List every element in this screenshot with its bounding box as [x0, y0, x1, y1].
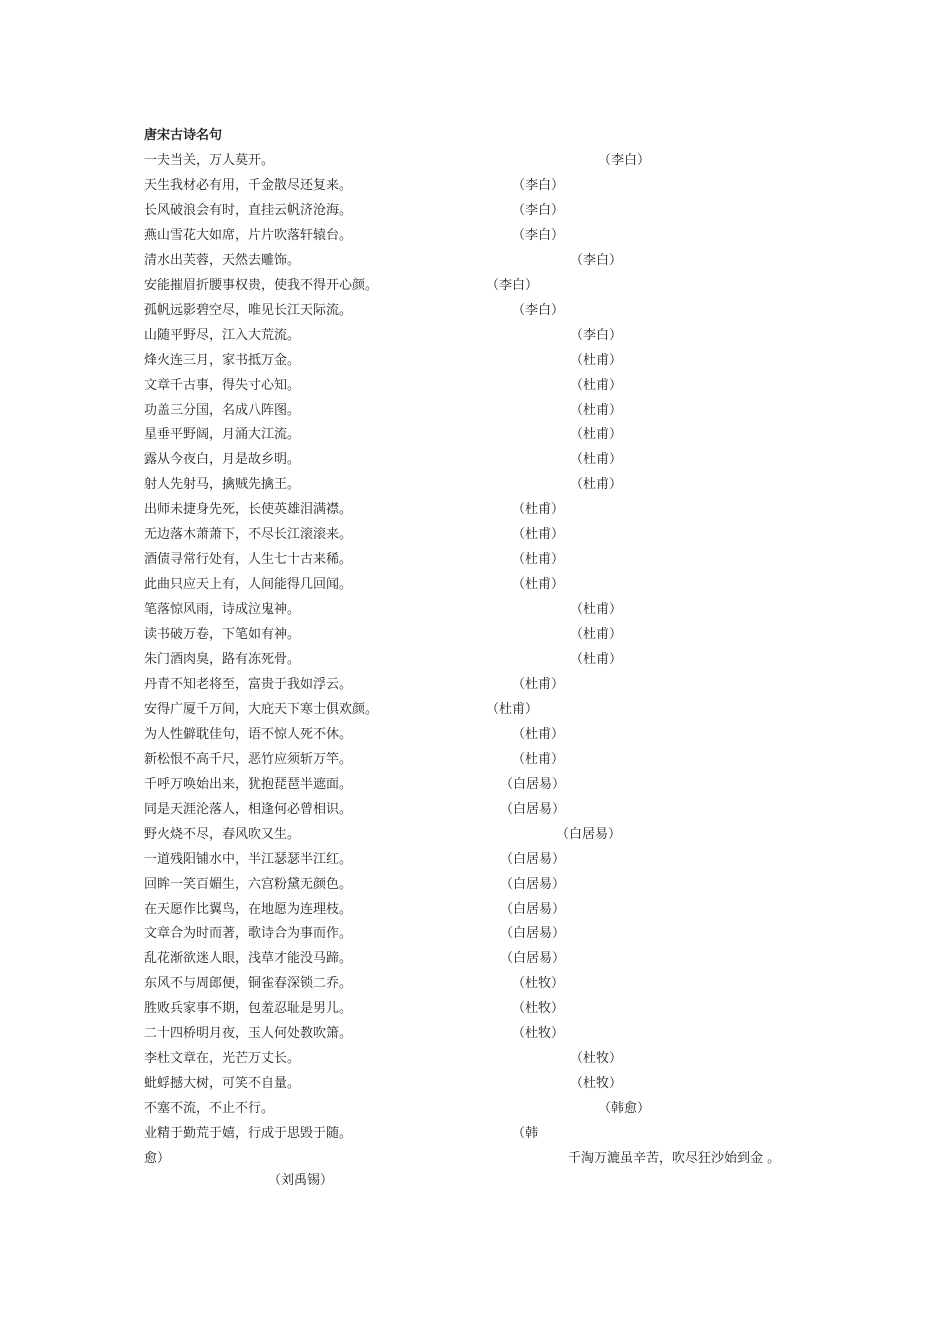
author-label: （韩 [512, 1126, 539, 1141]
poem-line [0, 726, 950, 751]
verse-text: 文章千古事，得失寸心知。 [144, 378, 301, 393]
poem-line [0, 402, 950, 427]
poem-line [0, 601, 950, 626]
verse-text: 安能摧眉折腰事权贵，使我不得开心颜。 [144, 278, 379, 293]
verse-text: 同是天涯沦落人，相逢何必曾相识。 [144, 802, 353, 817]
poem-line [0, 950, 950, 975]
verse-text: 丹青不知老将至，富贵于我如浮云。 [144, 677, 353, 692]
poem-line [0, 701, 950, 726]
verse-text: 孤帆远影碧空尽，唯见长江天际流。 [144, 303, 353, 318]
verse-text: 朱门酒肉臭，路有冻死骨。 [144, 652, 301, 667]
author-label: （李白） [512, 228, 565, 243]
verse-text: 千淘万漉虽辛苦，吹尽狂沙始到金 。 [568, 1151, 781, 1166]
verse-text: 清水出芙蓉，天然去雕饰。 [144, 253, 301, 268]
author-label: （白居易） [500, 951, 566, 966]
poem-line [0, 626, 950, 651]
poem-line [0, 676, 950, 701]
verse-text: 露从今夜白，月是故乡明。 [144, 452, 301, 467]
poem-line [0, 901, 950, 926]
verse-text: 为人性僻耽佳句，语不惊人死不休。 [144, 727, 353, 742]
verse-text: 烽火连三月，家书抵万金。 [144, 353, 301, 368]
verse-text: 蚍蜉撼大树，可笑不自量。 [144, 1076, 301, 1091]
author-label: （李白） [570, 328, 623, 343]
poem-line [0, 551, 950, 576]
poem-line [0, 277, 950, 302]
verse-text: 不塞不流，不止不行。 [144, 1101, 275, 1116]
poem-line [0, 1100, 950, 1125]
verse-text: 无边落木萧萧下，不尽长江滚滚来。 [144, 527, 353, 542]
poem-line [0, 152, 950, 177]
author-label: （李白） [512, 203, 565, 218]
author-label: （李白） [570, 253, 623, 268]
verse-text: 回眸一笑百媚生，六宫粉黛无颜色。 [144, 877, 353, 892]
author-label: （杜牧） [570, 1076, 623, 1091]
author-label: （杜甫） [570, 452, 623, 467]
author-label: （杜甫） [512, 577, 565, 592]
poem-line [0, 651, 950, 676]
author-label: （杜甫） [570, 403, 623, 418]
author-label: （杜甫） [570, 353, 623, 368]
author-label: （白居易） [500, 802, 566, 817]
verse-text: 射人先射马，擒贼先擒王。 [144, 477, 301, 492]
poem-line [0, 426, 950, 451]
verse-text: 文章合为时而著，歌诗合为事而作。 [144, 926, 353, 941]
verse-text: 山随平野尽，江入大荒流。 [144, 328, 301, 343]
verse-text: 在天愿作比翼鸟，在地愿为连理枝。 [144, 902, 353, 917]
author-label: （杜甫） [570, 602, 623, 617]
author-label: （白居易） [500, 926, 566, 941]
author-label: （杜牧） [512, 976, 565, 991]
author-label: （杜甫） [512, 527, 565, 542]
verse-text: 乱花渐欲迷人眼，浅草才能没马蹄。 [144, 951, 353, 966]
author-label: （杜甫） [512, 552, 565, 567]
poem-line [0, 801, 950, 826]
verse-text: 二十四桥明月夜，玉人何处教吹箫。 [144, 1026, 353, 1041]
author-label: （杜牧） [512, 1026, 565, 1041]
poem-line [0, 751, 950, 776]
verse-text: 星垂平野阔，月涌大江流。 [144, 427, 301, 442]
verse-text: 此曲只应天上有，人间能得几回闻。 [144, 577, 353, 592]
author-label: （杜甫） [570, 627, 623, 642]
author-label: （杜甫） [512, 752, 565, 767]
verse-text: 长风破浪会有时，直挂云帆济沧海。 [144, 203, 353, 218]
author-label: （杜甫） [570, 378, 623, 393]
poem-line [0, 826, 950, 851]
author-label: （白居易） [556, 827, 622, 842]
author-label: （杜甫） [486, 702, 539, 717]
poem-line [0, 1125, 950, 1150]
author-label: （杜甫） [570, 652, 623, 667]
author-label: （李白） [512, 303, 565, 318]
author-label: （白居易） [500, 902, 566, 917]
verse-text: 酒债寻常行处有，人生七十古来稀。 [144, 552, 353, 567]
author-label: （李白） [486, 278, 539, 293]
verse-text: 安得广厦千万间，大庇天下寒士俱欢颜。 [144, 702, 379, 717]
poem-line [0, 501, 950, 526]
poem-line [0, 1075, 950, 1100]
verse-text: 业精于勤荒于嬉，行成于思毁于随。 [144, 1126, 353, 1141]
poem-line [0, 252, 950, 277]
author-label: （白居易） [500, 852, 566, 867]
verse-text: 天生我材必有用，千金散尽还复来。 [144, 178, 353, 193]
poem-line [0, 576, 950, 601]
poem-line [0, 526, 950, 551]
author-label: （李白） [598, 153, 651, 168]
author-label: （李白） [512, 178, 565, 193]
author-label: （杜甫） [570, 427, 623, 442]
verse-text: 李杜文章在，光芒万丈长。 [144, 1051, 301, 1066]
poem-line [0, 776, 950, 801]
verse-text: 读书破万卷，下笔如有神。 [144, 627, 301, 642]
poem-line [0, 925, 950, 950]
author-label: （杜甫） [512, 727, 565, 742]
author-label: （杜甫） [512, 677, 565, 692]
author-label: （刘禹锡） [268, 1173, 334, 1188]
poem-line [0, 1025, 950, 1050]
author-label: （杜牧） [570, 1051, 623, 1066]
poem-line [0, 302, 950, 327]
verse-text: 东风不与周郎便，铜雀春深锁二乔。 [144, 976, 353, 991]
poem-line [0, 227, 950, 252]
poem-line [0, 177, 950, 202]
poem-line [0, 476, 950, 501]
author-label: （杜牧） [512, 1001, 565, 1016]
author-label: （白居易） [500, 777, 566, 792]
author-label: （杜甫） [570, 477, 623, 492]
poem-line [0, 1050, 950, 1075]
poem-line [0, 851, 950, 876]
verse-text: 新松恨不高千尺，恶竹应须斩万竿。 [144, 752, 353, 767]
poem-line [0, 451, 950, 476]
poem-line [0, 876, 950, 901]
page-title: 唐宋古诗名句 [144, 128, 223, 143]
author-label: （韩愈） [598, 1101, 651, 1116]
verse-text: 胜败兵家事不期，包羞忍耻是男儿。 [144, 1001, 353, 1016]
verse-text: 千呼万唤始出来，犹抱琵琶半遮面。 [144, 777, 353, 792]
verse-text: 燕山雪花大如席，片片吹落轩辕台。 [144, 228, 353, 243]
verse-text: 功盖三分国，名成八阵图。 [144, 403, 301, 418]
verse-text: 一夫当关，万人莫开。 [144, 153, 275, 168]
poem-line [0, 327, 950, 352]
verse-text: 一道残阳铺水中，半江瑟瑟半江红。 [144, 852, 353, 867]
poem-line [0, 377, 950, 402]
author-label: （白居易） [500, 877, 566, 892]
poem-line [0, 352, 950, 377]
verse-text: 野火烧不尽，春风吹又生。 [144, 827, 301, 842]
author-continuation: 愈） [144, 1151, 171, 1166]
poem-line [0, 975, 950, 1000]
poem-line [0, 202, 950, 227]
verse-text: 出师未捷身先死，长使英雄泪满襟。 [144, 502, 353, 517]
author-label: （杜甫） [512, 502, 565, 517]
poem-line [0, 1000, 950, 1025]
verse-text: 笔落惊风雨，诗成泣鬼神。 [144, 602, 301, 617]
